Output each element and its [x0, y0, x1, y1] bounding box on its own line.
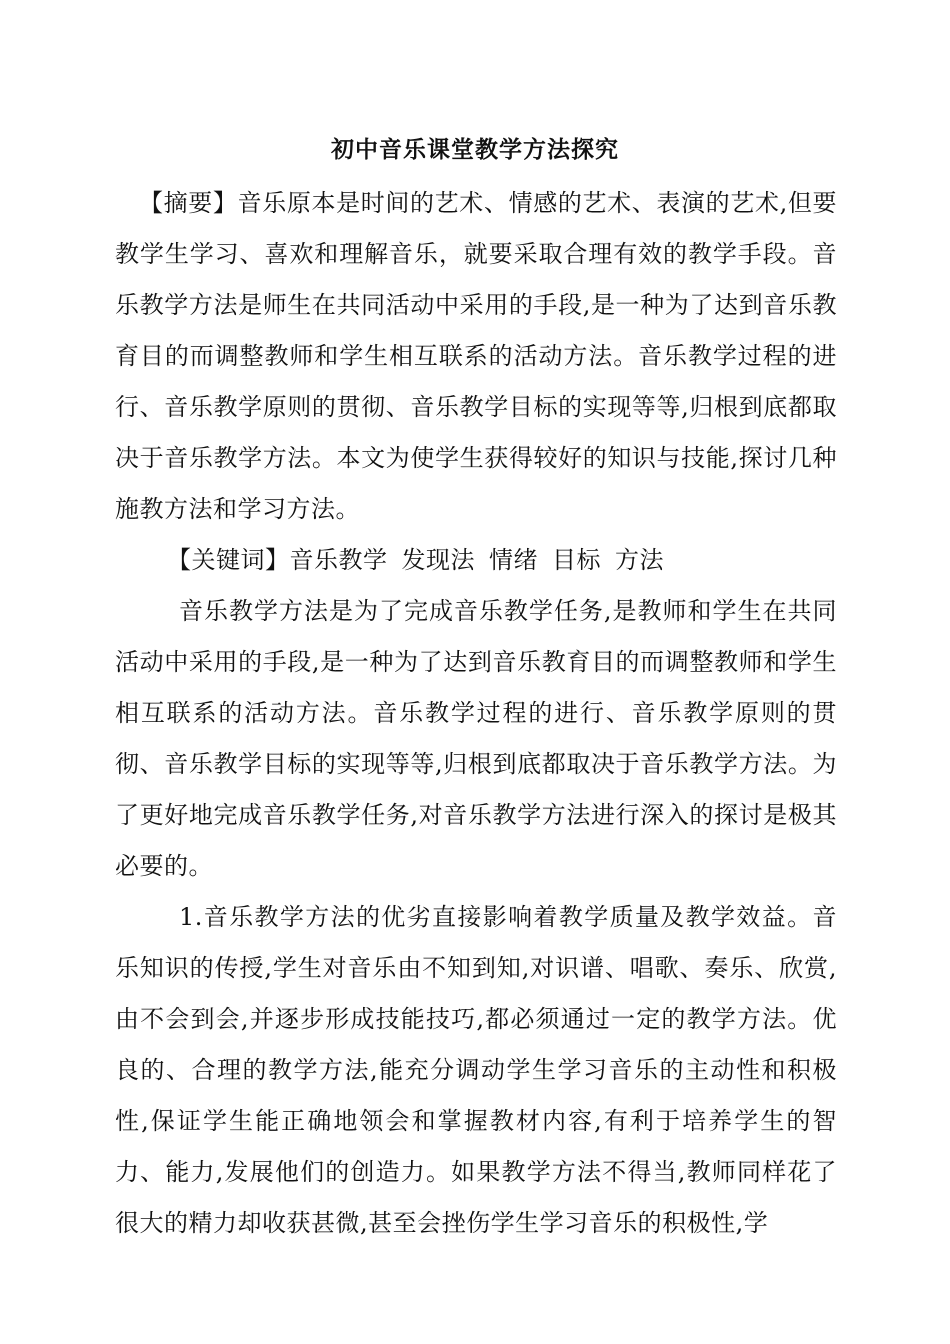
document-body — [115, 178, 837, 1249]
keyword-item: 方法 — [615, 546, 664, 574]
keyword-item: 发现法 — [401, 546, 475, 574]
keyword-item: 音乐教学 — [289, 546, 388, 574]
keyword-item: 目标 — [552, 546, 601, 574]
body-paragraph: 1.音乐教学方法的优劣直接影响着教学质量及教学效益。音乐知识的传授,学生对音乐由不知到知,对识谱、唱歌、奏乐、欣赏,由不会到会,并逐步形成技能技巧,都必须通过一定的教学方法。优良的、合理的教学方法,能充分调动学生学习音乐的主动性和积极性,保证学生能正确地领会和掌握教材内容,有利于培养学生的智力、能力,发展他们的创造力。如果教学方法不得当,教师同样花了很大的精力却收获甚微,甚至会挫伤学生学习音乐的积极性,学 — [115, 903, 837, 1237]
keywords-paragraph — [115, 535, 837, 586]
abstract-label: 【摘要】 — [139, 189, 238, 217]
page-title: 初中音乐课堂教学方法探究 — [331, 136, 619, 163]
keyword-item: 情绪 — [489, 546, 538, 574]
abstract-text: 音乐原本是时间的艺术、情感的艺术、表演的艺术,但要教学生学习、喜欢和理解音乐，就要采取合理有效的教学手段。音乐教学方法是师生在共同活动中采用的手段,是一种为了达到音乐教育目的而调整教师和学生相互联系的活动方法。音乐教学过程的进行、音乐教学原则的贯彻、音乐教学目标的实现等等,归根到底都取决于音乐教学方法。本文为使学生获得较好的知识与技能,探讨几种施教方法和学习方法。 — [115, 189, 837, 523]
abstract-paragraph — [115, 178, 837, 535]
body-paragraph: 音乐教学方法是为了完成音乐教学任务,是教师和学生在共同活动中采用的手段,是一种为了达到音乐教育目的而调整教师和学生相互联系的活动方法。音乐教学过程的进行、音乐教学原则的贯彻、音乐教学目标的实现等等,归根到底都取决于音乐教学方法。为了更好地完成音乐教学任务,对音乐教学方法进行深入的探讨是极其必要的。 — [115, 597, 837, 880]
keywords-label: 【关键词】 — [167, 546, 290, 574]
